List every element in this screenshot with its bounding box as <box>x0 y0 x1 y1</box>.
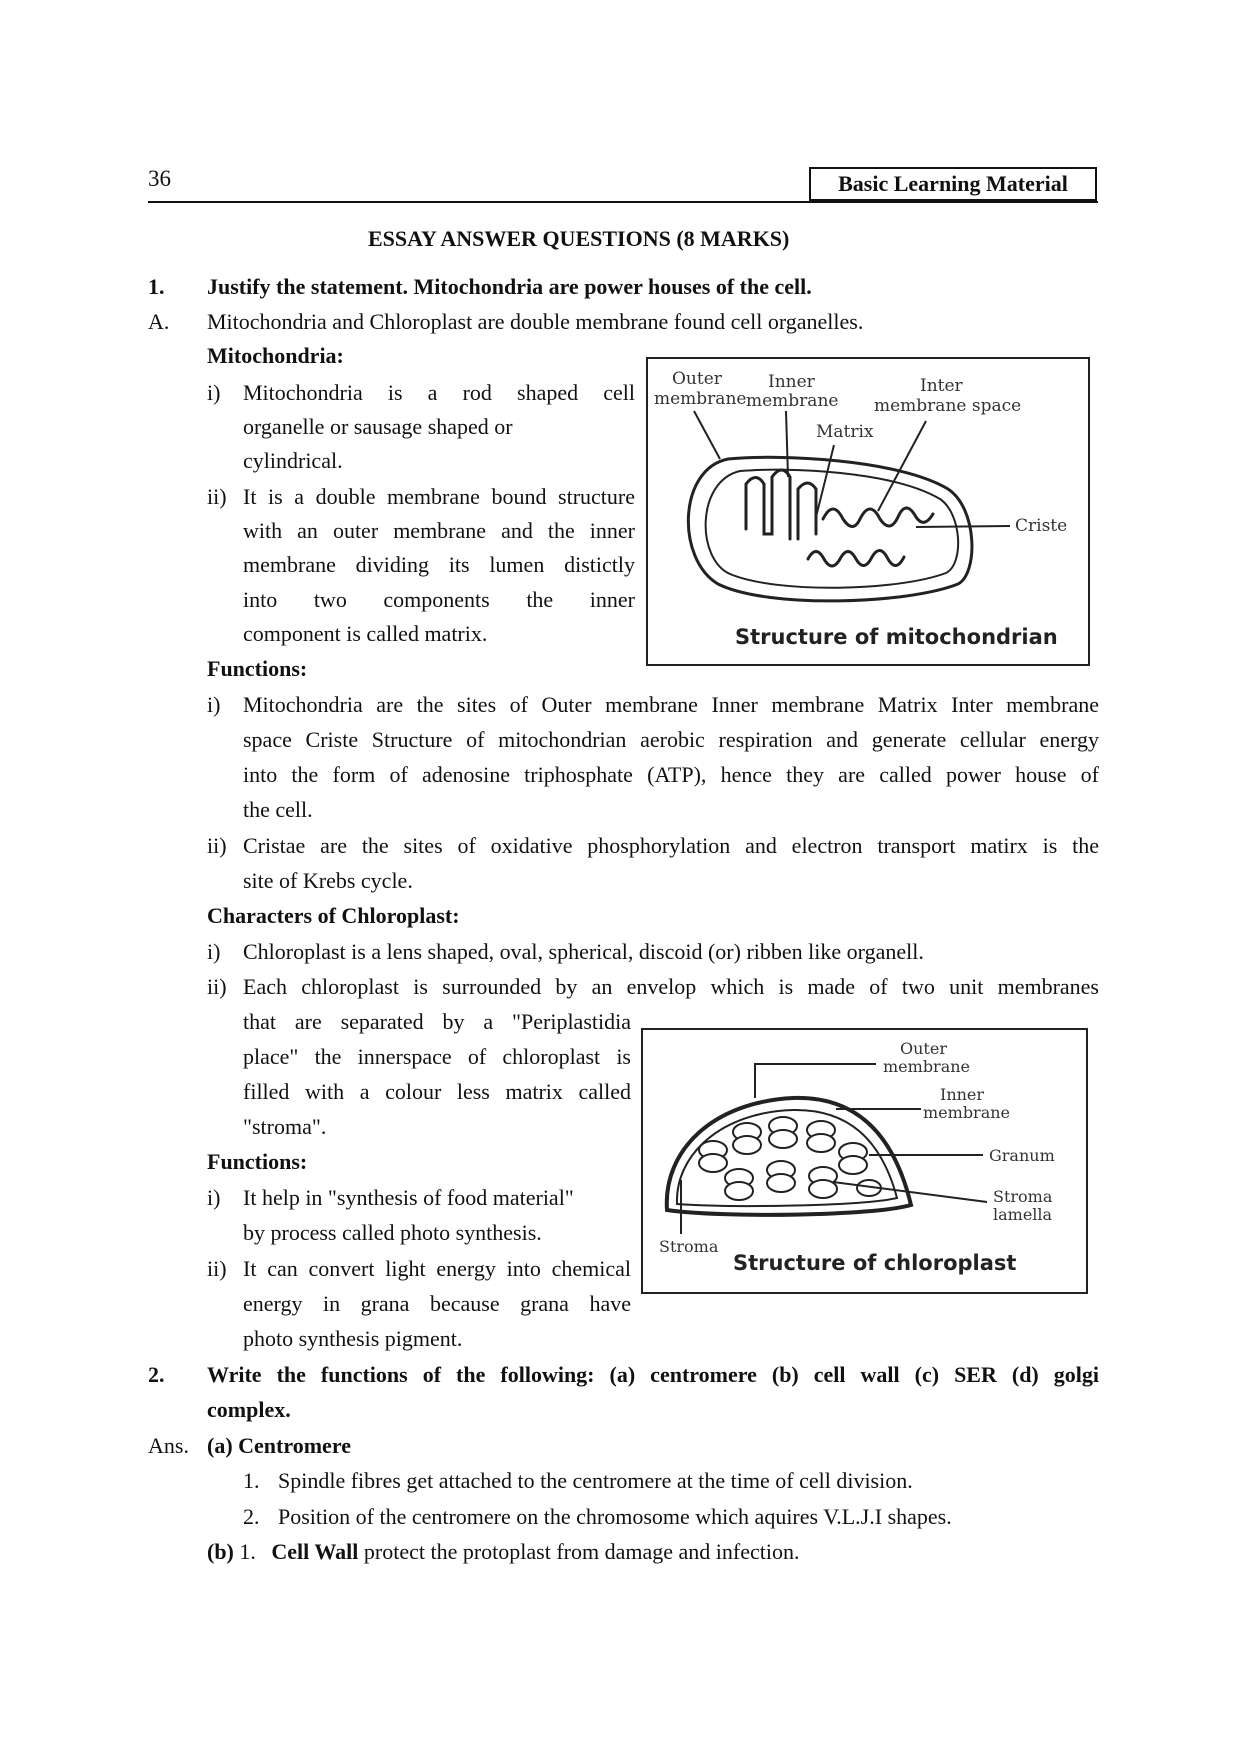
chloro-label-stroma-lamella: Stroma <box>993 1187 1053 1206</box>
page-number: 36 <box>148 166 171 191</box>
q2-question: complex. <box>207 1397 291 1422</box>
mito-label-inner: Inner <box>768 372 815 392</box>
mito-label-outer: Outer <box>672 369 722 389</box>
header-title-box: Basic Learning Material <box>809 167 1097 201</box>
chloro-function-2-line: It can convert light energy into chemical <box>243 1256 631 1281</box>
chloro-heading: Characters of Chloroplast: <box>207 903 460 928</box>
mito-caption: Structure of mitochondrian <box>735 625 1058 649</box>
chloro-point-2-line: "stroma". <box>243 1114 327 1139</box>
q1-number: 1. <box>148 274 165 299</box>
q2-answer-marker: Ans. <box>148 1433 189 1458</box>
chloro-point-2-marker: ii) <box>207 974 227 999</box>
mito-point-1-line: Mitochondria is a rod shaped cell <box>243 380 635 405</box>
chloro-function-1-line: It help in "synthesis of food material" <box>243 1185 574 1210</box>
q1-intro: Mitochondria and Chloroplast are double membrane found cell organelles. <box>207 309 864 334</box>
mito-function-1-line: into the form of adenosine triphosphate (ATP), hence they are called power house of <box>243 762 1099 787</box>
chloro-label-stroma-lamella: lamella <box>993 1205 1053 1224</box>
mito-function-2-line: Cristae are the sites of oxidative phosphorylation and electron transport matirx is the <box>243 833 1099 858</box>
mito-heading: Mitochondria: <box>207 343 344 368</box>
mito-outline <box>688 457 972 601</box>
chloro-label-inner: membrane <box>923 1103 1011 1122</box>
chloro-label-stroma: Stroma <box>659 1237 719 1256</box>
mito-label-outer: membrane <box>654 389 747 409</box>
chloro-function-1-line: by process called photo synthesis. <box>243 1220 542 1245</box>
chloroplast-figure <box>641 1028 1088 1294</box>
mito-function-1-line: the cell. <box>243 797 313 822</box>
centromere-point-marker: 1. <box>243 1468 260 1493</box>
chloro-point-2-line: Each chloroplast is surrounded by an envelop which is made of two unit membranes <box>243 974 1099 999</box>
mito-point-2-line: membrane dividing its lumen distictly <box>243 552 635 577</box>
mito-label-criste: Criste <box>1015 516 1068 536</box>
mito-point-2-line: with an outer membrane and the inner <box>243 518 635 543</box>
mito-point-1-line: cylindrical. <box>243 448 343 473</box>
chloro-function-2-marker: ii) <box>207 1256 227 1281</box>
mito-function-2-marker: ii) <box>207 833 227 858</box>
mito-point-1-line: organelle or sausage shaped or <box>243 414 513 439</box>
centromere-point-text: Position of the centromere on the chromosome which aquires V.L.J.I shapes. <box>278 1504 952 1529</box>
chloro-function-2-line: energy in grana because grana have <box>243 1291 631 1316</box>
chloro-label-outer: Outer <box>900 1039 947 1058</box>
mito-label-inter: membrane space <box>874 396 1022 416</box>
chloro-label-inner: Inner <box>940 1085 985 1104</box>
mito-function-1-line: space Criste Structure of mitochondrian aerobic respiration and generate cellular energy <box>243 727 1099 752</box>
mito-function-2-line: site of Krebs cycle. <box>243 868 413 893</box>
cell-wall-marker: (b) <box>207 1539 234 1564</box>
mito-function-1-line: Mitochondria are the sites of Outer membrane Inner membrane Matrix Inter membrane <box>243 692 1099 717</box>
mitochondrion-figure <box>646 357 1090 666</box>
cell-wall-text: protect the protoplast from damage and infection. <box>358 1539 800 1564</box>
mito-point-2-marker: ii) <box>207 484 227 509</box>
cell-wall-line <box>207 1539 799 1565</box>
mito-label-inter: Inter <box>920 376 963 396</box>
q2-question: Write the functions of the following: (a) centromere (b) cell wall (c) SER (d) golgi <box>207 1362 1099 1387</box>
chloro-point-1-marker: i) <box>207 939 221 964</box>
mito-point-1-marker: i) <box>207 380 221 405</box>
centromere-point-text: Spindle fibres get attached to the centromere at the time of cell division. <box>278 1468 913 1493</box>
mito-point-2-line: It is a double membrane bound structure <box>243 484 635 509</box>
centromere-heading: (a) Centromere <box>207 1433 351 1458</box>
chloro-function-2-line: photo synthesis pigment. <box>243 1326 463 1351</box>
chloro-point-2-line: filled with a colour less matrix called <box>243 1079 631 1104</box>
mitochondrion-diagram <box>648 359 1092 668</box>
mito-point-2-line: component is called matrix. <box>243 621 488 646</box>
chloro-point-2-line: that are separated by a "Periplastidia <box>243 1009 631 1034</box>
chloroplast-diagram <box>643 1030 1090 1296</box>
centromere-point-marker: 2. <box>243 1504 260 1529</box>
q1-answer-marker: A. <box>148 309 170 334</box>
q1-question: Justify the statement. Mitochondria are power houses of the cell. <box>207 274 812 299</box>
chloroplast-caption: Structure of chloroplast <box>733 1251 1017 1275</box>
section-title: ESSAY ANSWER QUESTIONS (8 MARKS) <box>368 226 790 251</box>
chloro-label-granum: Granum <box>989 1146 1055 1165</box>
chloro-point-2-line: place" the innerspace of chloroplast is <box>243 1044 631 1069</box>
cell-wall-term: Cell Wall <box>271 1539 359 1564</box>
chloro-functions-heading: Functions: <box>207 1149 308 1174</box>
mito-point-2-line: into two components the inner <box>243 587 635 612</box>
mito-label-inner: membrane <box>746 391 839 411</box>
cell-wall-number: 1. <box>239 1539 256 1564</box>
mito-function-1-marker: i) <box>207 692 221 717</box>
header-rule <box>148 201 1098 203</box>
mito-functions-heading: Functions: <box>207 656 308 681</box>
chloro-label-outer: membrane <box>883 1057 971 1076</box>
chloro-point-1-line: Chloroplast is a lens shaped, oval, spherical, discoid (or) ribben like organell. <box>243 939 924 964</box>
chloro-function-1-marker: i) <box>207 1185 221 1210</box>
mito-label-matrix: Matrix <box>816 422 874 442</box>
q2-number: 2. <box>148 1362 165 1387</box>
chloroplast-grana <box>699 1117 881 1200</box>
